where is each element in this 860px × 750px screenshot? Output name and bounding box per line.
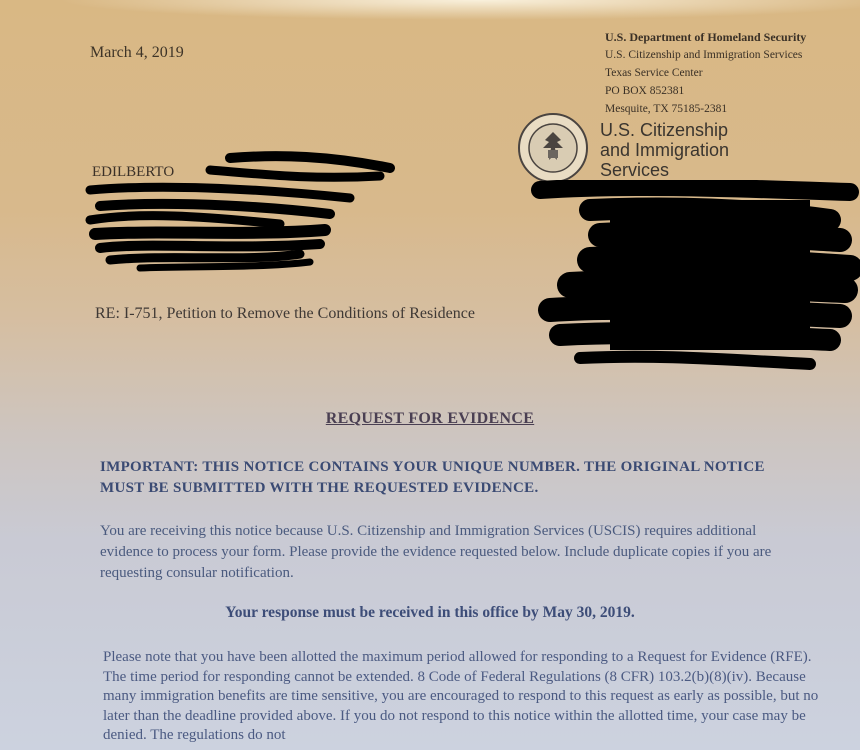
agency-department: U.S. Department of Homeland Security xyxy=(605,30,807,44)
redaction-scribble-left xyxy=(80,150,400,280)
intro-paragraph: You are receiving this notice because U.S. Citizenship and Immigration Services (USCIS) requires additional evidence to process your form. Please provide the evidence requested below. Include duplicate copies if you are requesting consular notification. xyxy=(100,523,772,581)
redaction-scribble-right xyxy=(530,180,860,380)
response-period-paragraph: Please note that you have been allotted the maximum period allowed for responding to a Request for Evidence (RFE). The time period for responding cannot be extended. 8 Code of Federal Regulations (8 CFR) 103.2(b)(8)(iv). Because many immigration benefits are time sensitive, you are encouraged to respond to this request as early as possible, but no later than the deadline provided above. If you do not respond to this notice within the allotted time, your case may be denied. The regulations do not xyxy=(103,649,819,743)
dhs-seal-icon xyxy=(517,112,589,184)
re-subject-line: RE: I-751, Petition to Remove the Conditions of Residence xyxy=(95,305,475,322)
agency-city: Mesquite, TX 75185-2381 xyxy=(605,103,728,115)
paper-fold-highlight xyxy=(0,0,860,30)
agency-center: Texas Service Center xyxy=(605,67,703,79)
response-deadline: Your response must be received in this office by May 30, 2019. xyxy=(225,604,635,621)
recipient-name: EDILBERTO xyxy=(92,164,175,180)
agency-address-block xyxy=(605,28,806,118)
agency-bureau: U.S. Citizenship and Immigration Services xyxy=(605,49,803,61)
notice-title-wrapper xyxy=(0,410,860,428)
notice-title: REQUEST FOR EVIDENCE xyxy=(325,410,535,427)
logo-line-3: Services xyxy=(600,160,670,180)
logo-line-1: U.S. Citizenship xyxy=(600,120,729,140)
uscis-logo-text xyxy=(600,120,729,180)
logo-line-2: and Immigration xyxy=(600,140,730,160)
agency-po-box: PO BOX 852381 xyxy=(605,85,685,97)
important-notice: IMPORTANT: THIS NOTICE CONTAINS YOUR UNIQUE NUMBER. THE ORIGINAL NOTICE MUST BE SUBMITTED WITH THE REQUESTED EVIDENCE. xyxy=(100,459,765,496)
letter-date: March 4, 2019 xyxy=(90,44,184,61)
